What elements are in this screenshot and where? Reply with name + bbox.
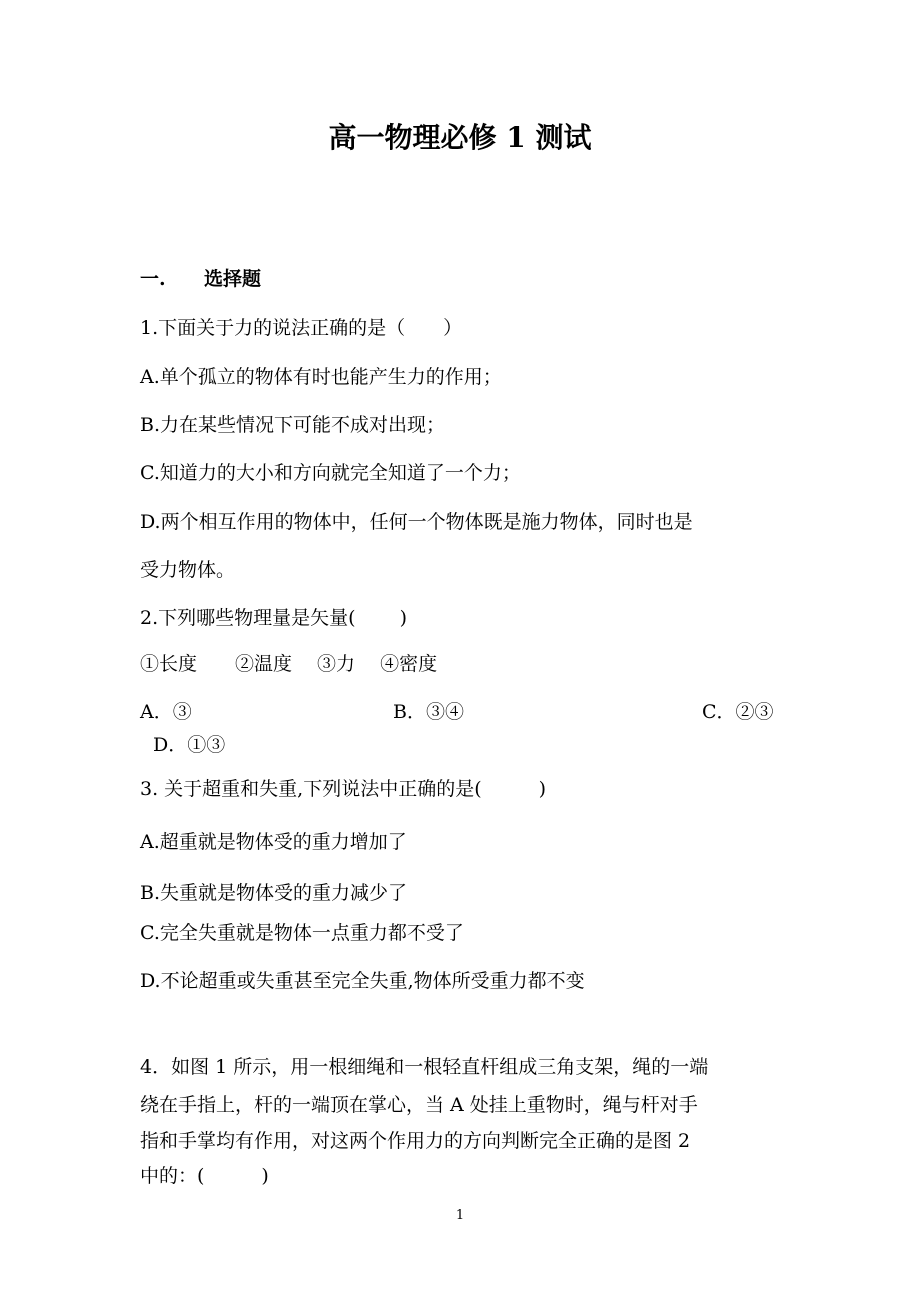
- q4-line2: 绕在手指上，杆的一端顶在掌心，当 A 处挂上重物时，绳与杆对手: [140, 1094, 698, 1116]
- q4-line3: 指和手掌均有作用，对这两个作用力的方向判断完全正确的是图 2: [140, 1130, 691, 1152]
- q1-option-a: A.单个孤立的物体有时也能产生力的作用；: [140, 366, 502, 388]
- q2-option-a: A．③: [140, 701, 192, 723]
- q3-option-b: B.失重就是物体受的重力减少了: [140, 882, 408, 904]
- q1-stem: 1.下面关于力的说法正确的是（ ）: [140, 317, 463, 339]
- q3-option-c: C.完全失重就是物体一点重力都不受了: [140, 922, 464, 944]
- q4-line1: 4．如图 1 所示，用一根细绳和一根轻直杆组成三角支架，绳的一端: [140, 1056, 709, 1078]
- q3-option-d: D.不论超重或失重甚至完全失重,物体所受重力都不变: [140, 970, 585, 992]
- section-label: 选择题: [204, 268, 262, 290]
- section-number: 一.: [140, 268, 166, 290]
- q2-option-d: D．①③: [153, 734, 226, 756]
- q2-stem: 2.下列哪些物理量是矢量( ): [140, 607, 407, 629]
- q2-option-c: C．②③: [702, 701, 774, 723]
- q2-items: ①长度 ②温度 ③力 ④密度: [140, 653, 438, 675]
- page-number: 1: [455, 1208, 465, 1223]
- page-title: 高一物理必修 1 测试: [328, 121, 592, 154]
- q3-option-a: A.超重就是物体受的重力增加了: [140, 831, 407, 853]
- q1-option-c: C.知道力的大小和方向就完全知道了一个力；: [140, 462, 521, 484]
- q2-option-b: B．③④: [393, 701, 464, 723]
- q1-option-d-line2: 受力物体。: [140, 559, 236, 581]
- q4-line4: 中的：( ): [140, 1165, 269, 1187]
- q3-stem: 3. 关于超重和失重,下列说法中正确的是( ): [140, 778, 547, 800]
- q1-option-d-line1: D.两个相互作用的物体中，任何一个物体既是施力物体，同时也是: [140, 511, 693, 533]
- section-heading: [140, 266, 261, 292]
- q1-option-b: B.力在某些情况下可能不成对出现；: [140, 414, 446, 436]
